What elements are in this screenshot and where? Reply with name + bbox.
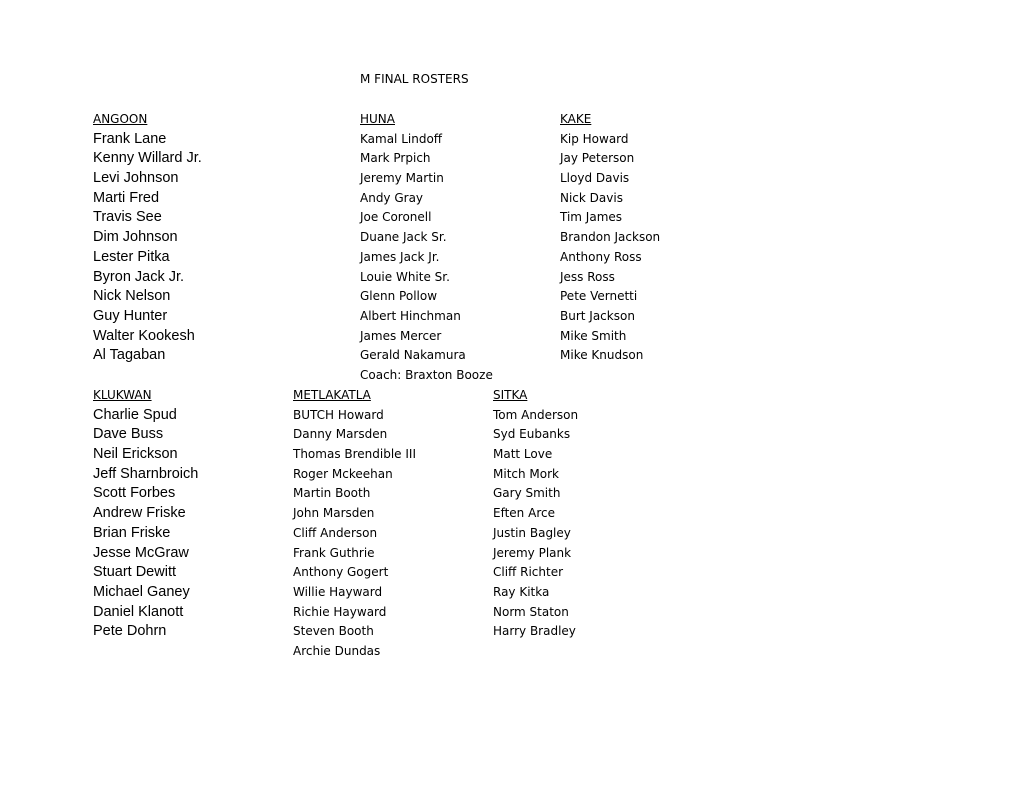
player-name: Thomas Brendible III xyxy=(293,447,416,462)
player-name: Archie Dundas xyxy=(293,643,381,658)
player-name: Jeremy Plank xyxy=(493,545,572,560)
player-name: Scott Forbes xyxy=(93,485,176,502)
player-name: Gerald Nakamura xyxy=(360,348,466,363)
document-title: M FINAL ROSTERS xyxy=(360,72,469,86)
player-name: Levi Johnson xyxy=(93,170,179,187)
player-name: Lester Pitka xyxy=(93,248,170,265)
player-name: Mark Prpich xyxy=(360,151,431,166)
player-name: Dim Johnson xyxy=(93,229,178,246)
player-name: Norm Staton xyxy=(493,604,569,619)
player-name: Richie Hayward xyxy=(293,604,387,619)
player-name: Michael Ganey xyxy=(93,583,190,600)
player-name: Frank Guthrie xyxy=(293,545,375,560)
player-name: Harry Bradley xyxy=(493,624,576,639)
player-name: Frank Lane xyxy=(93,130,167,147)
team-header: HUNA xyxy=(360,112,395,126)
player-name: Steven Booth xyxy=(293,624,374,639)
player-name: Justin Bagley xyxy=(493,525,571,540)
team-header: SITKA xyxy=(493,388,528,402)
player-name: Matt Love xyxy=(493,447,553,462)
player-name: Pete Dohrn xyxy=(93,623,167,640)
player-name: Danny Marsden xyxy=(293,427,388,442)
roster-metlakatla xyxy=(293,386,416,662)
player-name: Andy Gray xyxy=(360,190,424,205)
player-name: Jesse McGraw xyxy=(93,544,189,561)
player-name: Gary Smith xyxy=(493,486,561,501)
coach-name: Coach: Braxton Booze xyxy=(360,367,493,382)
player-name: Eften Arce xyxy=(493,506,555,521)
roster-klukwan xyxy=(93,386,198,642)
player-name: Walter Kookesh xyxy=(93,327,195,344)
player-name: Mike Smith xyxy=(560,328,627,343)
player-name: Anthony Gogert xyxy=(293,565,389,580)
player-name: Joe Coronell xyxy=(360,210,432,225)
player-name: Jay Peterson xyxy=(560,151,635,166)
team-header: KAKE xyxy=(560,112,592,126)
player-name: BUTCH Howard xyxy=(293,407,384,422)
player-name: Jess Ross xyxy=(560,269,615,284)
team-header: ANGOON xyxy=(93,112,148,126)
player-name: Mike Knudson xyxy=(560,348,644,363)
player-name: Nick Nelson xyxy=(93,288,171,305)
player-name: Byron Jack Jr. xyxy=(93,268,185,285)
player-name: Daniel Klanott xyxy=(93,603,184,620)
roster-angoon xyxy=(93,110,202,366)
player-name: Neil Erickson xyxy=(93,446,178,463)
player-name: Cliff Anderson xyxy=(293,525,378,540)
player-name: Kamal Lindoff xyxy=(360,131,443,146)
player-name: Andrew Friske xyxy=(93,505,186,522)
player-name: Tom Anderson xyxy=(493,407,579,422)
player-name: Brandon Jackson xyxy=(560,230,661,245)
player-name: Glenn Pollow xyxy=(360,289,438,304)
player-name: Ray Kitka xyxy=(493,584,550,599)
player-name: Roger Mckeehan xyxy=(293,466,393,481)
player-name: Martin Booth xyxy=(293,486,371,501)
player-name: Al Tagaban xyxy=(93,347,166,364)
player-name: Brian Friske xyxy=(93,524,171,541)
roster-sitka xyxy=(493,386,578,642)
player-name: Pete Vernetti xyxy=(560,289,638,304)
player-name: James Mercer xyxy=(360,328,442,343)
player-name: Mitch Mork xyxy=(493,466,559,481)
player-name: Duane Jack Sr. xyxy=(360,230,447,245)
team-header: KLUKWAN xyxy=(93,388,152,402)
player-name: Lloyd Davis xyxy=(560,171,630,186)
player-name: Kenny Willard Jr. xyxy=(93,150,202,167)
player-name: Nick Davis xyxy=(560,190,623,205)
player-name: Syd Eubanks xyxy=(493,427,571,442)
player-name: Louie White Sr. xyxy=(360,269,450,284)
player-name: Travis See xyxy=(93,209,162,226)
player-name: Tim James xyxy=(560,210,623,225)
player-name: Jeff Sharnbroich xyxy=(93,465,199,482)
player-name: Dave Buss xyxy=(93,426,164,443)
roster-kake xyxy=(560,110,660,366)
player-name: Stuart Dewitt xyxy=(93,564,176,581)
player-name: Anthony Ross xyxy=(560,249,642,264)
player-name: Willie Hayward xyxy=(293,584,383,599)
player-name: Kip Howard xyxy=(560,131,629,146)
player-name: James Jack Jr. xyxy=(360,249,440,264)
player-name: Marti Fred xyxy=(93,189,160,206)
player-name: Guy Hunter xyxy=(93,307,168,324)
player-name: John Marsden xyxy=(293,506,375,521)
player-name: Cliff Richter xyxy=(493,565,564,580)
roster-huna xyxy=(360,110,493,386)
player-name: Albert Hinchman xyxy=(360,308,461,323)
player-name: Burt Jackson xyxy=(560,308,635,323)
player-name: Jeremy Martin xyxy=(360,171,444,186)
team-header: METLAKATLA xyxy=(293,388,371,402)
player-name: Charlie Spud xyxy=(93,406,177,423)
